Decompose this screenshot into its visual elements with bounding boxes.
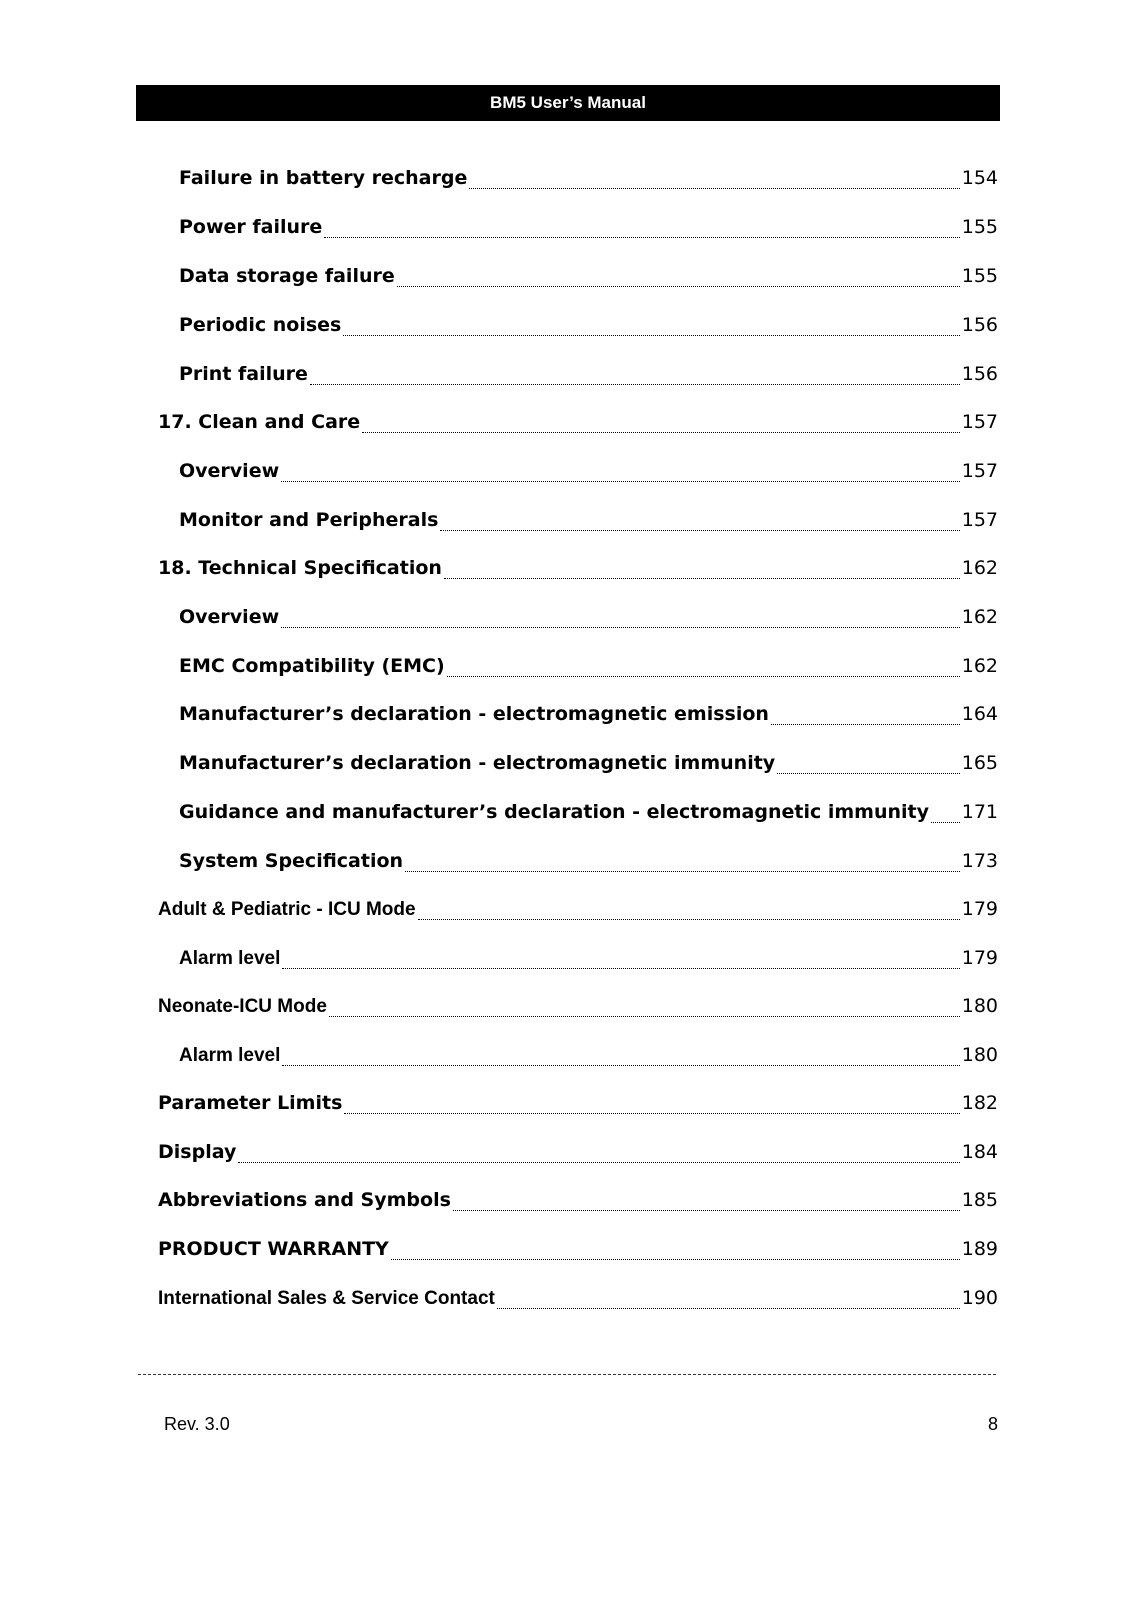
toc-entry-title: Adult & Pediatric - ICU Mode — [158, 899, 416, 920]
toc-dot-leader — [282, 1064, 959, 1066]
toc-dot-leader — [440, 529, 959, 531]
toc-entry-title: Failure in battery recharge — [179, 167, 468, 189]
toc-entry-page: 179 — [961, 947, 998, 969]
toc-dot-leader — [282, 967, 959, 969]
toc-entry-page: 162 — [961, 655, 998, 677]
toc-entry[interactable] — [179, 801, 998, 831]
toc-entry-title: Guidance and manufacturer’s declaration - electromagnetic immunity — [179, 801, 929, 823]
toc-dot-leader — [469, 187, 959, 189]
toc-entry-page: 180 — [961, 1044, 998, 1066]
toc-entry-title: Display — [158, 1141, 237, 1163]
toc-entry-title: Neonate-ICU Mode — [158, 996, 327, 1017]
toc-entry-title: Data storage failure — [179, 265, 395, 287]
toc-entry-page: 162 — [961, 606, 998, 628]
toc-entry-title: EMC Compatibility (EMC) — [179, 655, 445, 677]
toc-entry-title: Power failure — [179, 216, 323, 238]
toc-entry-page: 156 — [961, 363, 998, 385]
toc-dot-leader — [931, 821, 960, 823]
toc-entry-title: International Sales & Service Contact — [158, 1288, 495, 1309]
toc-dot-leader — [324, 236, 959, 238]
toc-entry[interactable] — [179, 1044, 998, 1074]
toc-entry-page: 162 — [961, 557, 998, 579]
toc-chapter-entry[interactable] — [158, 1287, 998, 1317]
toc-entry-page: 157 — [961, 460, 998, 482]
toc-chapter-entry[interactable] — [158, 411, 998, 441]
toc-entry-title: Parameter Limits — [158, 1092, 343, 1114]
toc-entry[interactable] — [179, 167, 998, 197]
toc-entry-title: Monitor and Peripherals — [179, 509, 439, 531]
manual-title: BM5 User’s Manual — [490, 93, 646, 112]
toc-entry-title: Manufacturer’s declaration - electromagnetic emission — [179, 703, 769, 725]
toc-entry-page: 165 — [961, 752, 998, 774]
toc-dot-leader — [497, 1307, 960, 1309]
toc-entry-page: 184 — [961, 1141, 998, 1163]
toc-entry[interactable] — [179, 216, 998, 246]
toc-entry-page: 156 — [961, 314, 998, 336]
toc-entry-page: 154 — [961, 167, 998, 189]
toc-chapter-entry[interactable] — [158, 995, 998, 1025]
toc-entry[interactable] — [179, 655, 998, 685]
toc-entry-title: Print failure — [179, 363, 308, 385]
toc-entry-title: 18. Technical Specification — [158, 557, 442, 579]
toc-entry-title: System Specification — [179, 850, 404, 872]
toc-chapter-entry[interactable] — [158, 1238, 998, 1268]
footer-revision: Rev. 3.0 — [164, 1414, 230, 1434]
toc-entry-title: Abbreviations and Symbols — [158, 1189, 451, 1211]
toc-entry[interactable] — [179, 265, 998, 295]
toc-entry-title: Overview — [179, 606, 280, 628]
toc-entry[interactable] — [179, 703, 998, 733]
toc-entry[interactable] — [179, 947, 998, 977]
toc-dot-leader — [281, 626, 960, 628]
toc-dot-leader — [405, 870, 960, 872]
toc-entry[interactable] — [179, 460, 998, 490]
toc-entry-title: Alarm level — [179, 1045, 281, 1066]
toc-entry-title: Alarm level — [179, 948, 281, 969]
toc-chapter-entry[interactable] — [158, 557, 998, 587]
toc-chapter-entry[interactable] — [158, 1092, 998, 1122]
toc-dot-leader — [362, 431, 960, 433]
toc-entry-page: 155 — [961, 216, 998, 238]
toc-dot-leader — [343, 334, 959, 336]
toc-entry-title: 17. Clean and Care — [158, 411, 361, 433]
toc-entry-title: Periodic noises — [179, 314, 342, 336]
toc-chapter-entry[interactable] — [158, 1141, 998, 1171]
toc-entry-title: Manufacturer’s declaration - electromagnetic immunity — [179, 752, 776, 774]
toc-entry[interactable] — [179, 850, 998, 880]
toc-entry-page: 157 — [961, 411, 998, 433]
footer-page-number: 8 — [987, 1414, 998, 1434]
toc-dot-leader — [391, 1258, 960, 1260]
toc-entry-title: PRODUCT WARRANTY — [158, 1238, 389, 1260]
toc-entry[interactable] — [179, 363, 998, 393]
toc-entry[interactable] — [179, 314, 998, 344]
toc-entry-page: 185 — [961, 1189, 998, 1211]
toc-dot-leader — [453, 1209, 960, 1211]
toc-entry-page: 182 — [961, 1092, 998, 1114]
toc-dot-leader — [329, 1015, 960, 1017]
toc-entry-page: 155 — [961, 265, 998, 287]
toc-entry[interactable] — [179, 509, 998, 539]
toc-entry-page: 190 — [961, 1287, 998, 1309]
toc-entry-page: 164 — [961, 703, 998, 725]
toc-entry-page: 157 — [961, 509, 998, 531]
toc-entry-title: Overview — [179, 460, 280, 482]
toc-dot-leader — [397, 285, 960, 287]
toc-chapter-entry[interactable] — [158, 1189, 998, 1219]
footer-divider — [138, 1374, 996, 1375]
toc-dot-leader — [444, 577, 960, 579]
toc-dot-leader — [447, 675, 960, 677]
toc-entry-page: 179 — [961, 898, 998, 920]
toc-dot-leader — [310, 383, 960, 385]
toc-entry-page: 180 — [961, 995, 998, 1017]
toc-dot-leader — [281, 480, 960, 482]
toc-dot-leader — [777, 772, 960, 774]
toc-entry[interactable] — [179, 752, 998, 782]
toc-entry-page: 173 — [961, 850, 998, 872]
toc-dot-leader — [238, 1161, 959, 1163]
toc-dot-leader — [418, 918, 960, 920]
toc-entry-page: 189 — [961, 1238, 998, 1260]
toc-entry[interactable] — [179, 606, 998, 636]
toc-dot-leader — [344, 1112, 959, 1114]
toc-entry-page: 171 — [961, 801, 998, 823]
toc-chapter-entry[interactable] — [158, 898, 998, 928]
toc-dot-leader — [771, 723, 960, 725]
